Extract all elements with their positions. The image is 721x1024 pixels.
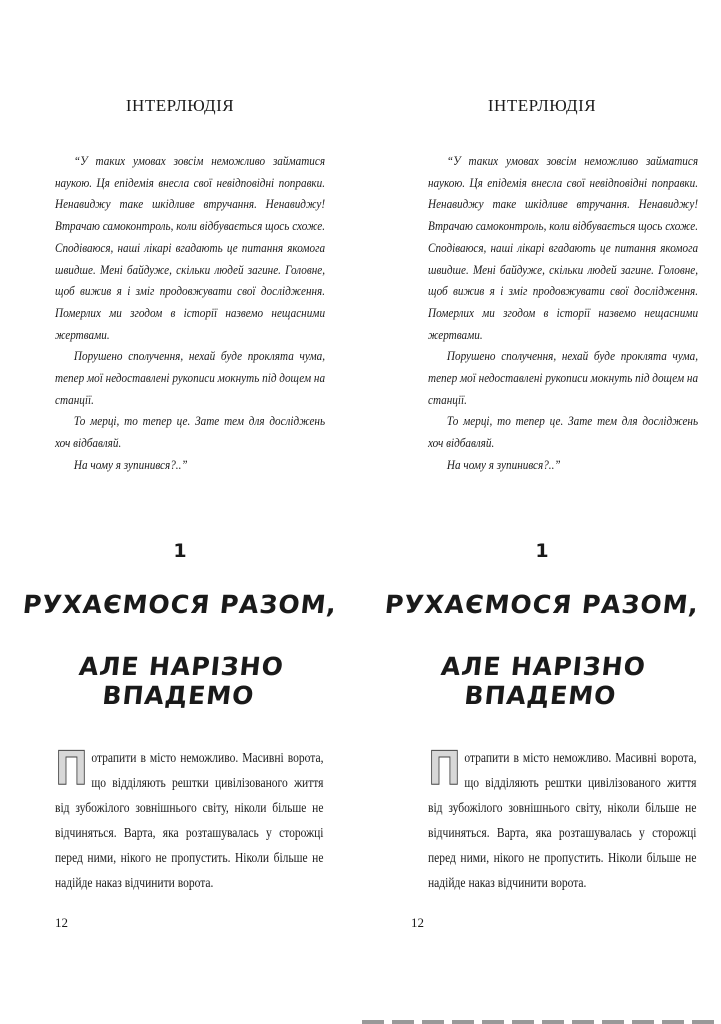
interlude-paragraph: Порушено сполучення, нехай буде проклята чума, тепер мої недоставлені рукописи мокнуть під дощем на станції. <box>55 348 326 407</box>
chapter-number: 1 <box>173 540 187 562</box>
interlude-paragraph: “У таких умовах зовсім неможливо займатися наукою. Ця епідемія внесла свої невідповідні поправки. Ненавиджу таке шкідливе втручання. Ненавиджу! Втрачаю самоконтроль, коли відбувається щось схоже. Сподіваюся, наші лікарі вгадають це питання якомога швидше. Мені байдуже, скільки людей загине. Головне, щоб вижив я і зміг продовжувати свої дослідження. Померлих ми згодом в історії назвемо нещасними жертвами. <box>428 153 699 342</box>
chapter-title-line1: РУХАЄМОСЯ РАЗОМ, <box>383 590 701 619</box>
running-head: ІНТЕРЛЮДІЯ <box>487 96 597 115</box>
interlude-paragraph: То мерці, то тепер це. Зате тем для досліджень хоч відбавляй. <box>55 413 326 451</box>
chapter-number: 1 <box>535 540 549 562</box>
chapter-title-line2: АЛЕ НАРІЗНО ВПАДЕМО <box>77 652 286 710</box>
page-number: 12 <box>411 915 424 930</box>
page-number: 12 <box>55 915 68 930</box>
right-page <box>362 0 721 1024</box>
interlude-paragraph: То мерці, то тепер це. Зате тем для досліджень хоч відбавляй. <box>428 413 699 451</box>
drop-cap: П <box>55 741 88 795</box>
running-head: ІНТЕРЛЮДІЯ <box>125 96 235 115</box>
interlude-paragraph: На чому я зупинився?..” <box>446 456 561 472</box>
drop-cap: П <box>428 741 461 795</box>
chapter-title-line2: АЛЕ НАРІЗНО ВПАДЕМО <box>439 652 648 710</box>
interlude-text <box>428 150 698 476</box>
interlude-paragraph: На чому я зупинився?..” <box>73 456 188 472</box>
chapter-title-line1: РУХАЄМОСЯ РАЗОМ, <box>21 590 339 619</box>
interlude-paragraph: “У таких умовах зовсім неможливо займатися наукою. Ця епідемія внесла свої невідповідні поправки. Ненавиджу таке шкідливе втручання. Ненавиджу! Втрачаю самоконтроль, коли відбувається щось схоже. Сподіваюся, наші лікарі вгадають це питання якомога швидше. Мені байдуже, скільки людей загине. Головне, щоб вижив я і зміг продовжувати свої дослідження. Померлих ми згодом в історії назвемо нещасними жертвами. <box>55 153 326 342</box>
left-page <box>0 0 360 1024</box>
body-paragraph: отрапити в місто неможливо. Масивні ворота, що відділяють рештки цивілізованого життя від зубожілого зовнішнього світу, ніколи більше не відчиняться. Варта, яка розташувалась у сторожці перед ними, нікого не пропустить. Ніколи більше не надійде наказ відчинити ворота. <box>55 750 324 890</box>
chapter-body <box>428 741 697 895</box>
chapter-body <box>55 741 324 895</box>
scan-edge-strip <box>362 1020 721 1024</box>
body-paragraph: отрапити в місто неможливо. Масивні ворота, що відділяють рештки цивілізованого життя від зубожілого зовнішнього світу, ніколи більше не відчиняться. Варта, яка розташувалась у сторожці перед ними, нікого не пропустить. Ніколи більше не надійде наказ відчинити ворота. <box>428 750 697 890</box>
interlude-paragraph: Порушено сполучення, нехай буде проклята чума, тепер мої недоставлені рукописи мокнуть під дощем на станції. <box>428 348 699 407</box>
interlude-text <box>55 150 325 476</box>
